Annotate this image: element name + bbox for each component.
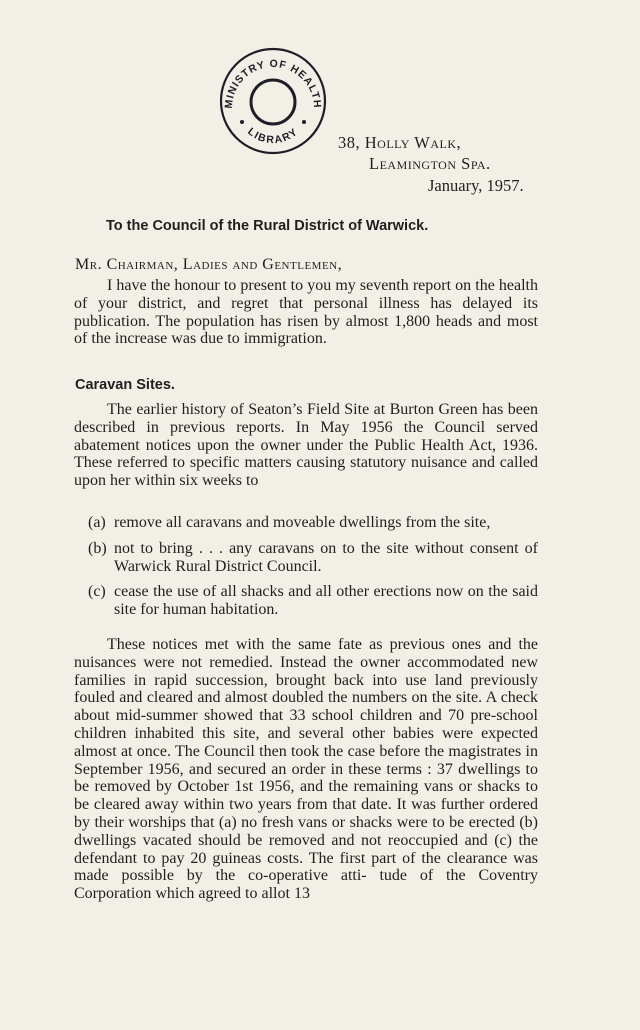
section-heading-caravan-sites: Caravan Sites. bbox=[75, 377, 175, 393]
salutation: Mr. Chairman, Ladies and Gentlemen, bbox=[75, 256, 343, 273]
list-item-text: cease the use of all shacks and all other erections now on the said site for human habitation. bbox=[114, 583, 538, 619]
court-order-paragraph: These notices met with the same fate as previous ones and the nuisances were not remedied. Instead the owner accommodated new families in rapid succession, brought back into use land previously fouled and cleared and almost doubled the numbers on the site. A check about mid-summer showed that 33 school children and 70 pre-school children inhabited this site, and several other babies were expected almost at once. The Council then took the case before the magistrates in September 1956, and secured an order in these terms : 37 dwellings to be removed by October 1st 1956, and the remaining vans or shacks to be cleared away within two years from that date. It was further ordered by their worships that (a) no fresh vans or shacks were to be erected (b) dwellings vacated should be removed and not reoccupied and (c) the defendant to pay 20 guineas costs. The first part of the clearance was made possible by the co-operative atti- tude of the Coventry Corporation which agreed to allot 13 bbox=[74, 636, 538, 903]
notice-requirements-list bbox=[88, 514, 538, 627]
list-item-label: (b) bbox=[88, 539, 107, 557]
ministry-of-health-library-stamp bbox=[216, 46, 330, 156]
list-item-text: remove all caravans and moveable dwellings from the site, bbox=[114, 514, 491, 531]
report-date: January, 1957. bbox=[428, 176, 524, 195]
intro-paragraph: I have the honour to present to you my seventh report on the health of your district, and regret that personal illness has delayed its publication. The population has risen by almost 1,800 heads and most of the increase was due to immigration. bbox=[74, 277, 538, 348]
list-item-text: not to bring . . . any caravans on to the site without consent of Warwick Rural District Council. bbox=[114, 539, 538, 575]
svg-text:MINISTRY OF HEALTH: MINISTRY OF HEALTH bbox=[222, 57, 324, 110]
address-line-1: 38, Holly Walk, bbox=[338, 133, 462, 152]
list-item-label: (a) bbox=[88, 514, 106, 531]
list-item bbox=[88, 540, 538, 576]
address-line-2: Leamington Spa. bbox=[369, 154, 491, 173]
caravan-history-paragraph: The earlier history of Seaton’s Field Site at Burton Green has been described in previous reports. In May 1956 the Council served abatement notices upon the owner under the Public Health Act, 1936. These referred to specific matters causing statutory nuisance and called upon her within six weeks to bbox=[74, 401, 538, 490]
list-item bbox=[88, 514, 538, 532]
page-heading: To the Council of the Rural District of Warwick. bbox=[106, 218, 429, 234]
svg-text:LIBRARY: LIBRARY bbox=[245, 125, 301, 147]
sender-address bbox=[338, 132, 491, 174]
list-item-label: (c) bbox=[88, 583, 106, 601]
list-item bbox=[88, 583, 538, 619]
